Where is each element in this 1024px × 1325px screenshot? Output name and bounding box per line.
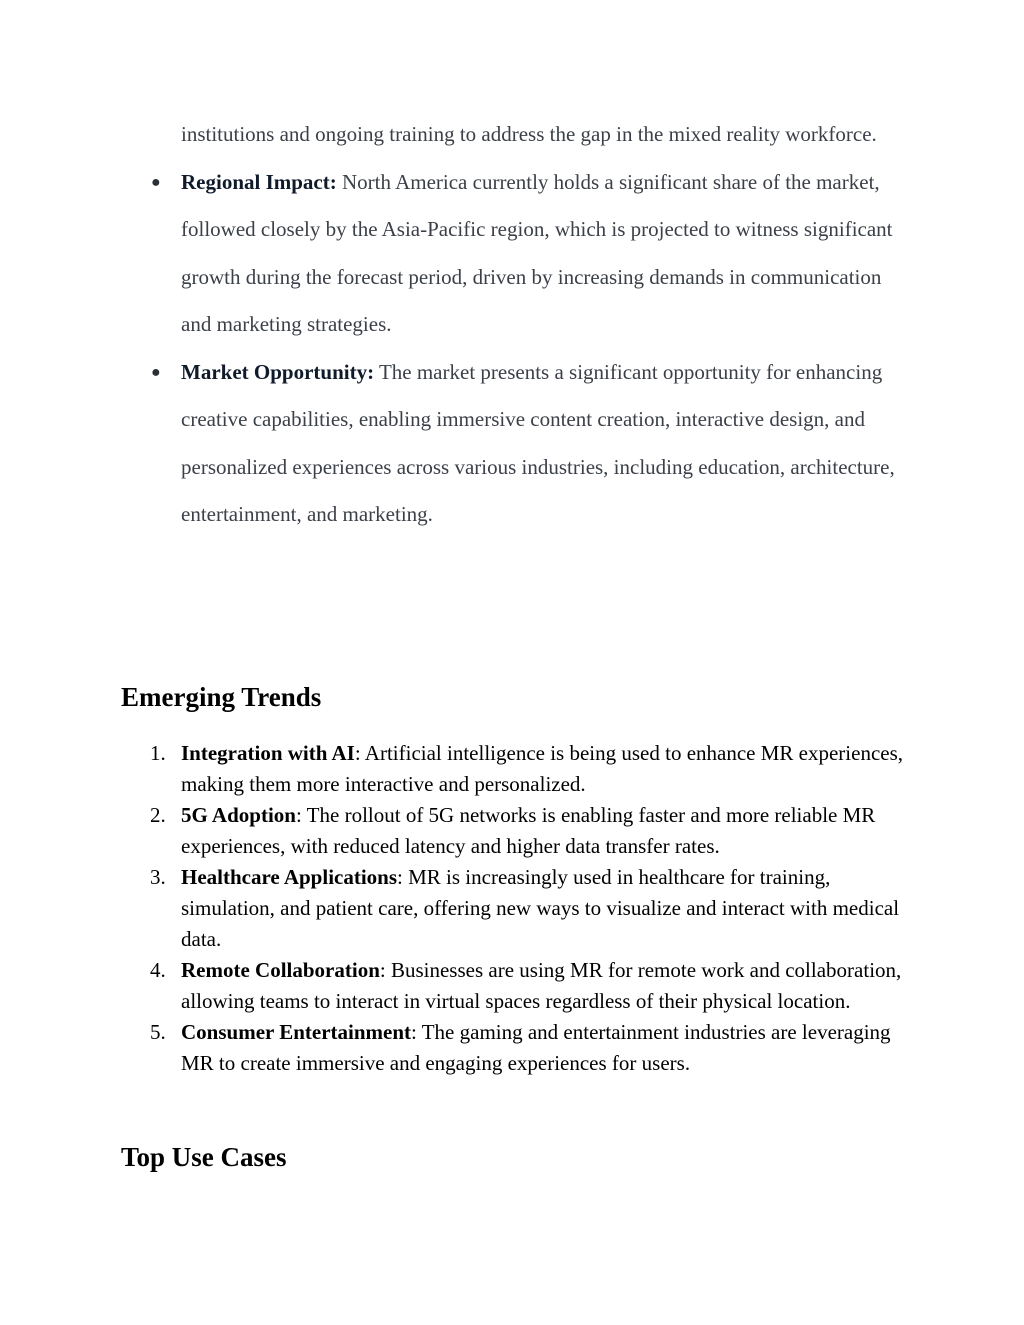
trend-lead: Healthcare Applications bbox=[181, 865, 398, 889]
trend-text: : Artificial intelligence is being used to enhance MR experiences, making them more interactive and personalized. bbox=[181, 741, 904, 796]
list-number: 3. bbox=[150, 865, 166, 889]
trend-item-remote-collaboration bbox=[0, 955, 906, 1017]
bullet-list bbox=[0, 159, 1024, 539]
trend-text: : The rollout of 5G networks is enabling faster and more reliable MR experiences, with reduced latency and higher data transfer rates. bbox=[181, 803, 876, 858]
list-number: 4. bbox=[150, 958, 166, 982]
emerging-trends-list bbox=[0, 738, 1024, 1079]
bullet-marker: ● bbox=[151, 173, 161, 191]
bullet-item-market-opportunity bbox=[0, 349, 901, 539]
bullet-lead: Regional Impact: bbox=[181, 169, 337, 194]
list-number: 1. bbox=[150, 741, 166, 765]
bullet-text: North America currently holds a significant share of the market, followed closely by the Asia-Pacific region, which is projected to witness significant growth during the forecast period, driven by increasing demands in communication and marketing strategies. bbox=[181, 169, 893, 336]
list-number: 2. bbox=[150, 803, 166, 827]
bullet-text: The market presents a significant opportunity for enhancing creative capabilities, enabling immersive content creation, interactive design, and personalized experiences across various industries, including education, architecture, entertainment, and marketing. bbox=[181, 359, 895, 526]
continuation-paragraph: institutions and ongoing training to address the gap in the mixed reality workforce. bbox=[181, 122, 877, 146]
emerging-trends-heading: Emerging Trends bbox=[121, 682, 322, 712]
trend-lead: Remote Collaboration bbox=[181, 958, 380, 982]
trend-item-integration-with-ai bbox=[0, 738, 906, 800]
trend-item-5g-adoption bbox=[0, 800, 906, 862]
trend-lead: 5G Adoption bbox=[181, 803, 296, 827]
list-number: 5. bbox=[150, 1020, 166, 1044]
bullet-marker: ● bbox=[151, 363, 161, 381]
market-insights-section bbox=[0, 111, 1024, 539]
trend-lead: Integration with AI bbox=[181, 741, 355, 765]
trend-text: : The gaming and entertainment industries are leveraging MR to create immersive and engaging experiences for users. bbox=[181, 1020, 891, 1075]
trend-text: : Businesses are using MR for remote work and collaboration, allowing teams to interact in virtual spaces regardless of their physical location. bbox=[181, 958, 902, 1013]
trend-lead: Consumer Entertainment bbox=[181, 1020, 412, 1044]
bullet-item-regional-impact bbox=[0, 159, 901, 349]
trend-text: : MR is increasingly used in healthcare for training, simulation, and patient care, offering new ways to visualize and interact with medical data. bbox=[181, 865, 900, 951]
bullet-lead: Market Opportunity: bbox=[181, 359, 375, 384]
top-use-cases-heading: Top Use Cases bbox=[121, 1142, 287, 1172]
trend-item-healthcare-applications bbox=[0, 862, 906, 955]
trend-item-consumer-entertainment bbox=[0, 1017, 906, 1079]
